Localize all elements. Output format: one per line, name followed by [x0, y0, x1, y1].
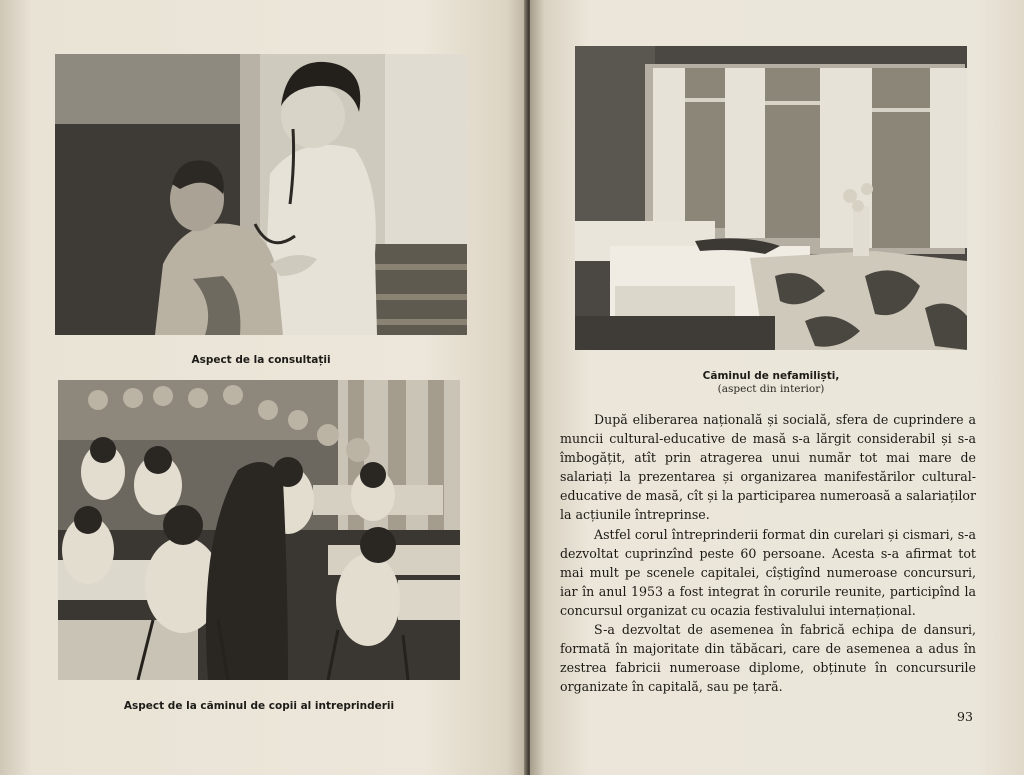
page-number: 93 [957, 709, 973, 724]
photo-consultation [55, 54, 467, 335]
photo-kindergarten [58, 380, 460, 680]
body-text [560, 410, 976, 696]
caption-dormitory-subtitle: (aspect din interior) [717, 383, 825, 395]
photo-dormitory [575, 46, 967, 350]
caption-dormitory-title: Căminul de nefamiliști, [702, 370, 840, 382]
caption-kindergarten: Aspect de la căminul de copii al intreprinderii [123, 700, 395, 712]
caption-consultation: Aspect de la consultații [191, 354, 331, 366]
paragraph-3: S-a dezvoltat de asemenea în fabrică echipa de dansuri, formată în majoritate din tăbăcari, care de asemenea a adus în zestrea fabricii numeroase diplome, obținute în concursurile organizate în capitală, sau pe țară. [560, 622, 976, 695]
paragraph-2: Astfel corul întreprinderii format din curelari și cismari, s-a dezvoltat cuprinzînd peste 60 persoane. Acesta s-a afirmat tot mai mult pe scenele capitalei, cîștigînd numeroase concursuri, iar în anul 1953 a fost integrat în corurile reunite, participînd la concursul organizat cu ocazia festivalului internațional. [560, 526, 976, 618]
paragraph-1: După eliberarea națională și socială, sfera de cuprindere a muncii cultural-educative de masă s-a lărgit considerabil și s-a îmbogățit, atît prin atragerea unui număr tot mai mare de salariați la prezentarea și organizarea manifestărilor cultural-educative de masă, cît și la participarea numeroasă a salariaților la acțiunile întreprinse. [560, 412, 976, 523]
